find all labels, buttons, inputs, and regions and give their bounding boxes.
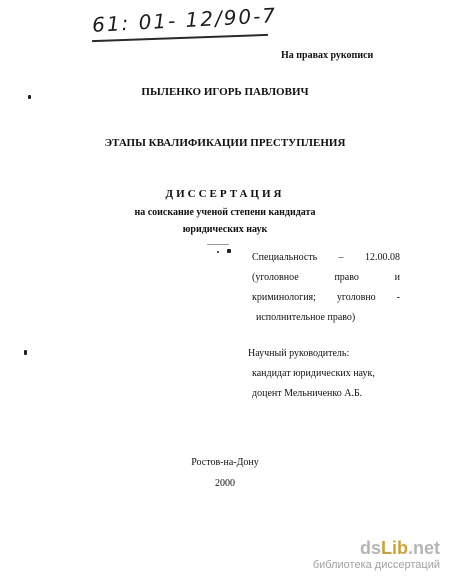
dslib-logo: dsLib.net [359,538,440,558]
specialty-text: - [396,292,400,303]
specialty-text: и [394,272,400,283]
supervisor-name: доцент Мельниченко А.Б. [252,388,363,399]
year: 2000 [215,478,235,489]
supervisor-block [248,344,375,404]
dslib-watermark [313,538,440,572]
specialty-label: Специальность [252,252,318,263]
watermark-subtitle: библиотека диссертаций [312,559,440,571]
specialty-text: исполнительное право) [256,312,356,323]
specialty-text: (уголовное [252,272,299,283]
specialty-code: 12.00.08 [365,252,400,263]
specialty-dash: – [338,252,344,263]
specialty-block [252,248,400,328]
city: Ростов-на-Дону [191,457,259,468]
rights-note: На правах рукописи [281,50,374,61]
scan-speck [207,244,229,245]
supervisor-degree: кандидат юридических наук, [252,368,375,379]
handwritten-catalog-code: 61: 01- 12/90-7 [91,3,278,37]
specialty-text: право [334,272,359,283]
scan-speck [217,251,219,253]
degree-line: на соискание ученой степени кандидата [134,207,316,218]
document-type: ДИССЕРТАЦИЯ [165,188,285,200]
scan-speck [28,95,31,99]
specialty-text: уголовно [336,292,376,303]
dissertation-title: ЭТАПЫ КВАЛИФИКАЦИИ ПРЕСТУПЛЕНИЯ [104,137,346,149]
scan-speck [24,350,27,355]
author-name: ПЫЛЕНКО ИГОРЬ ПАВЛОВИЧ [141,86,309,98]
supervisor-heading: Научный руководитель: [248,348,350,359]
specialty-text: криминология; [252,292,316,303]
field-line: юридических наук [182,224,268,235]
scan-speck [227,249,231,253]
